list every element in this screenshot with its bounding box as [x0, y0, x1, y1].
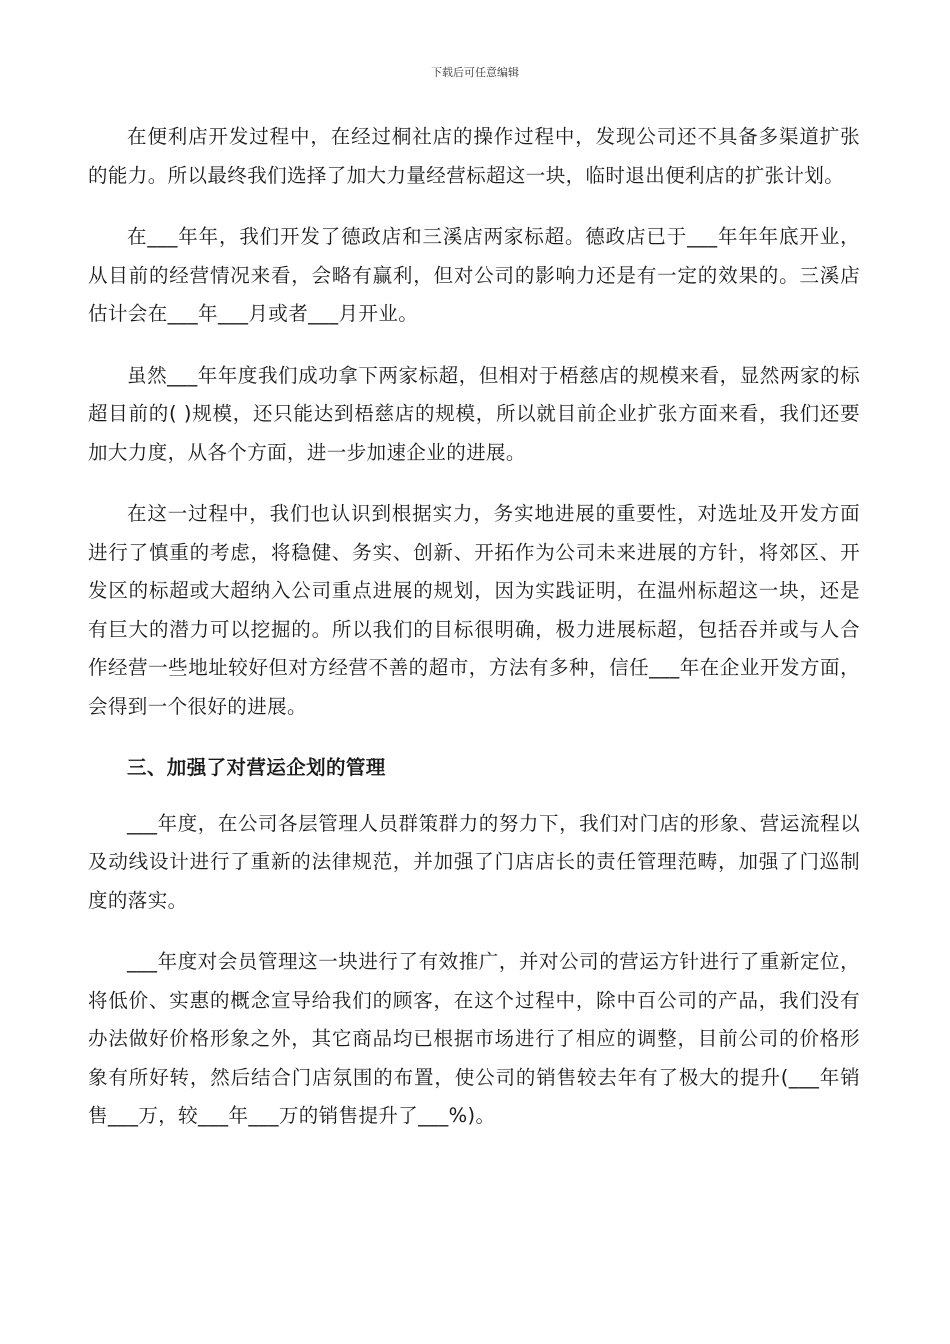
- paragraph-new-stores: 在___年年，我们开发了德政店和三溪店两家标超。德政店已于___年年年底开业，从目前的经营情况来看，会略有赢利，但对公司的影响力还是有一定的效果的。三溪店估计会在___年___月或者___月开业。: [88, 225, 860, 325]
- paragraph-convenience-store: 在便利店开发过程中，在经过桐社店的操作过程中，发现公司还不具备多渠道扩张的能力。所以最终我们选择了加大力量经营标超这一块，临时退出便利店的扩张计划。: [88, 125, 860, 187]
- header-note: 下载后可任意编辑: [431, 66, 519, 79]
- paragraph-membership: ___年度对会员管理这一块进行了有效推广，并对公司的营运方针进行了重新定位，将低价、实惠的概念宣导给我们的顾客，在这个过程中，除中百公司的产品，我们没有办法做好价格形象之外，其它商品均已根据市场进行了相应的调整，目前公司的价格形象有所好转，然后结合门店氛围的布置，使公司的销售较去年有了极大的提升(___年销售___万，较___年___万的销售提升了___%)。: [88, 950, 860, 1127]
- paragraph-development-strategy: 在这一过程中，我们也认识到根据实力，务实地进展的重要性，对选址及开发方面进行了慎重的考虑，将稳健、务实、创新、开拓作为公司未来进展的方针，将郊区、开发区的标超或大超纳入公司重点进展的规划，因为实践证明，在温州标超这一块，还是有巨大的潜力可以挖掘的。所以我们的目标很明确，极力进展标超，包括吞并或与人合作经营一些地址较好但对方经营不善的超市，方法有多种，信任___年在企业开发方面，会得到一个很好的进展。: [88, 502, 860, 718]
- section-heading: 三、加强了对营运企划的管理: [127, 756, 386, 779]
- paragraph-scale: 虽然___年年度我们成功拿下两家标超，但相对于梧慈店的规模来看，显然两家的标超目前的( )规模，还只能达到梧慈店的规模，所以就目前企业扩张方面来看，我们还要加大力度，从各个方面，进一步加速企业的进展。: [88, 363, 860, 464]
- paragraph-operations: ___年度，在公司各层管理人员群策群力的努力下，我们对门店的形象、营运流程以及动线设计进行了重新的法律规范，并加强了门店店长的责任管理范畴，加强了门巡制度的落实。: [88, 811, 860, 912]
- document-body: [88, 118, 860, 1159]
